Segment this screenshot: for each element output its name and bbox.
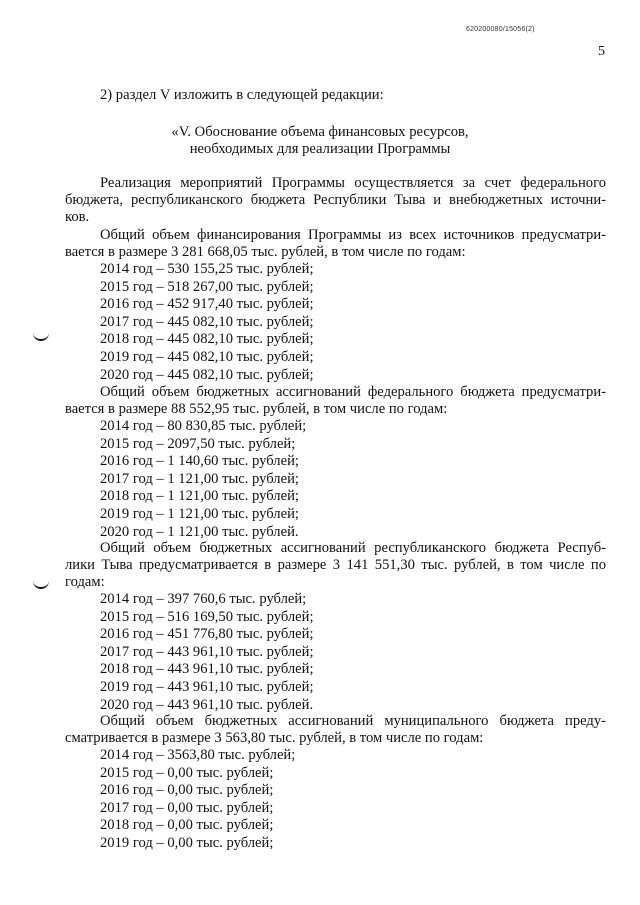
scan-mark [33, 331, 49, 341]
federal-line-2: вается в размере 88 552,95 тыс. рублей, в том числе по годам: [65, 401, 448, 417]
scan-mark [33, 579, 49, 589]
list-item: 2017 год – 443 961,10 тыс. рублей; [100, 643, 314, 660]
list-item: 2017 год – 1 121,00 тыс. рублей; [100, 470, 299, 487]
total-year-list [100, 261, 314, 384]
list-item: 2018 год – 1 121,00 тыс. рублей; [100, 488, 299, 505]
list-item: 2018 год – 443 961,10 тыс. рублей; [100, 661, 314, 678]
republic-year-list [100, 591, 314, 714]
republic-line-2: лики Тыва предусматривается в размере 3 141 551,30 тыс. рублей, в том числе по [65, 557, 606, 573]
section-heading-line-1: «V. Обоснование объема финансовых ресурсов, [171, 124, 469, 140]
list-item: 2016 год – 1 140,60 тыс. рублей; [100, 453, 299, 470]
intro-line: 2) раздел V изложить в следующей редакции: [100, 87, 384, 103]
list-item: 2016 год – 0,00 тыс. рублей; [100, 782, 274, 799]
list-item: 2014 год – 80 830,85 тыс. рублей; [100, 418, 307, 434]
municipal-year-list [100, 747, 295, 853]
list-item: 2017 год – 0,00 тыс. рублей; [100, 799, 274, 816]
list-item: 2020 год – 443 961,10 тыс. рублей. [100, 696, 314, 713]
federal-line-1: Общий объем бюджетных ассигнований федерального бюджета предусматри- [100, 384, 606, 400]
list-item: 2015 год – 2097,50 тыс. рублей; [100, 435, 296, 452]
list-item: 2018 год – 0,00 тыс. рублей; [100, 817, 274, 834]
municipal-line-1: Общий объем бюджетных ассигнований муниципального бюджета преду- [100, 713, 606, 729]
list-item: 2019 год – 443 961,10 тыс. рублей; [100, 678, 314, 695]
list-item: 2020 год – 445 082,10 тыс. рублей; [100, 366, 314, 383]
para1-line-2: бюджета, республиканского бюджета Республики Тыва и внебюджетных источни- [65, 192, 606, 208]
total-line-2: вается в размере 3 281 668,05 тыс. рублей, в том числе по годам: [65, 244, 466, 260]
republic-line-3: годам: [65, 574, 105, 590]
para1-line-1: Реализация мероприятий Программы осуществляется за счет федерального [100, 175, 606, 191]
total-line-1: Общий объем финансирования Программы из всех источников предусматри- [100, 227, 606, 243]
municipal-line-2: сматривается в размере 3 563,80 тыс. рублей, в том числе по годам: [65, 730, 484, 746]
page-number: 5 [598, 44, 605, 59]
federal-year-list [100, 418, 306, 541]
para1-line-3: ков. [65, 209, 90, 225]
list-item: 2014 год – 397 760,6 тыс. рублей; [100, 591, 307, 607]
list-item: 2016 год – 451 776,80 тыс. рублей; [100, 626, 314, 643]
list-item: 2019 год – 445 082,10 тыс. рублей; [100, 348, 314, 365]
republic-line-1: Общий объем бюджетных ассигнований республиканского бюджета Респуб- [100, 540, 606, 556]
section-heading-line-2: необходимых для реализации Программы [189, 141, 451, 157]
list-item: 2015 год – 0,00 тыс. рублей; [100, 764, 274, 781]
document-code: 620200080/15056(2) [466, 26, 535, 33]
list-item: 2019 год – 1 121,00 тыс. рублей; [100, 505, 299, 522]
list-item: 2020 год – 1 121,00 тыс. рублей. [100, 523, 299, 540]
list-item: 2017 год – 445 082,10 тыс. рублей; [100, 313, 314, 330]
list-item: 2015 год – 516 169,50 тыс. рублей; [100, 608, 314, 625]
list-item: 2016 год – 452 917,40 тыс. рублей; [100, 296, 314, 313]
list-item: 2014 год – 3563,80 тыс. рублей; [100, 747, 296, 763]
list-item: 2015 год – 518 267,00 тыс. рублей; [100, 278, 314, 295]
list-item: 2014 год – 530 155,25 тыс. рублей; [100, 261, 314, 277]
list-item: 2019 год – 0,00 тыс. рублей; [100, 834, 274, 851]
list-item: 2018 год – 445 082,10 тыс. рублей; [100, 331, 314, 348]
